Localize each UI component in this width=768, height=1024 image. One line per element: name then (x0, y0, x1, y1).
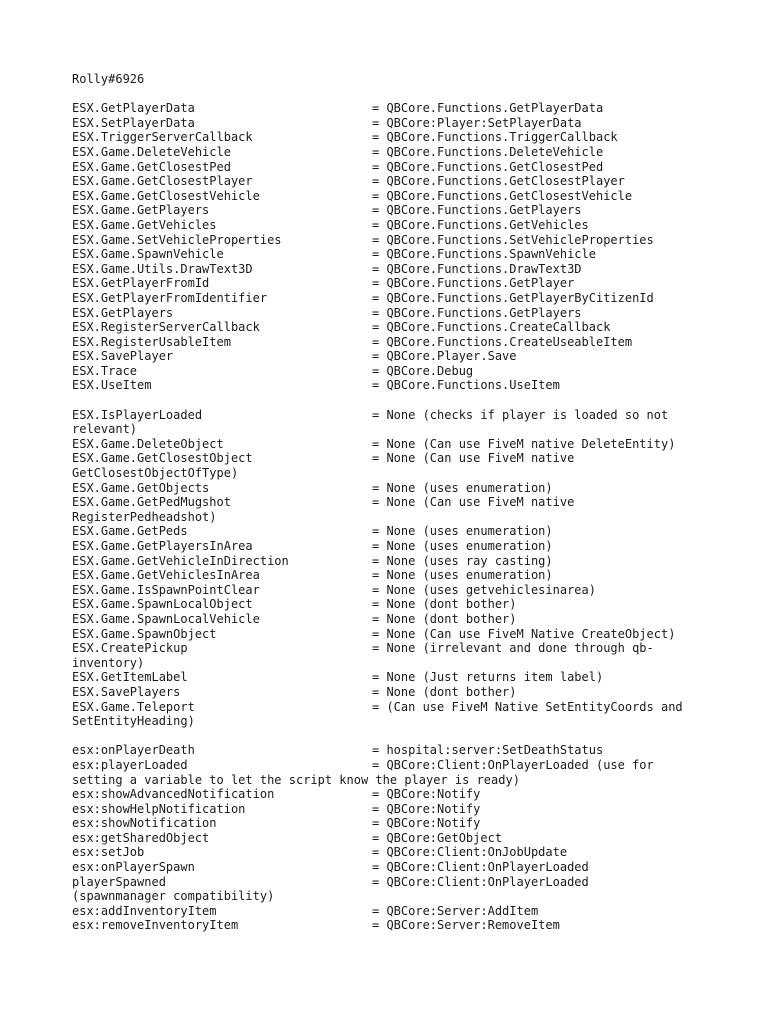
mapping-row (72, 218, 712, 233)
mapping-row (72, 583, 712, 598)
mapping-row (72, 802, 712, 817)
esx-function: ESX.Game.GetVehicleInDirection (72, 553, 289, 568)
qbcore-equivalent: = hospital:server:SetDeathStatus (372, 743, 604, 758)
qbcore-equivalent: = QBCore:Client:OnPlayerLoaded (use for (372, 757, 654, 772)
mapping-row (72, 524, 712, 539)
qbcore-equivalent: = QBCore.Functions.GetPlayers (372, 305, 582, 320)
mapping-note-continued: inventory) (72, 655, 145, 670)
mapping-note-continued: RegisterPedheadshot) (72, 509, 217, 524)
qbcore-equivalent: = QBCore:Notify (372, 801, 481, 816)
esx-function: esx:getSharedObject (72, 830, 210, 845)
mapping-row (72, 306, 712, 321)
qbcore-equivalent: = None (dont bother) (372, 684, 517, 699)
esx-function: ESX.Game.SpawnLocalVehicle (72, 611, 260, 626)
mapping-note-continued: (spawnmanager compatibility) (72, 889, 275, 904)
esx-function: esx:setJob (72, 845, 145, 860)
esx-function: ESX.Game.GetVehiclesInArea (72, 568, 260, 583)
qbcore-equivalent: = QBCore:Client:OnJobUpdate (372, 845, 568, 860)
spacer (72, 87, 712, 102)
esx-function: ESX.Game.DeleteObject (72, 436, 224, 451)
esx-function: ESX.GetPlayers (72, 305, 174, 320)
esx-function: esx:showAdvancedNotification (72, 787, 275, 802)
esx-function: ESX.UseItem (72, 378, 152, 393)
qbcore-equivalent: = QBCore:Client:OnPlayerLoaded (372, 874, 589, 889)
qbcore-equivalent: = QBCore.Functions.GetPlayer (372, 276, 575, 291)
mapping-row (72, 189, 712, 204)
qbcore-equivalent: = QBCore:Notify (372, 787, 481, 802)
mapping-row (72, 627, 712, 642)
mapping-row (72, 233, 712, 248)
qbcore-equivalent: = QBCore.Functions.GetPlayers (372, 203, 582, 218)
mapping-row (72, 408, 712, 423)
mapping-row (72, 349, 712, 364)
mapping-row (72, 495, 712, 510)
section-no-equivalent (72, 408, 712, 729)
mapping-row (72, 816, 712, 831)
qbcore-equivalent: = None (Can use FiveM native DeleteEntity) (372, 436, 676, 451)
esx-function: ESX.Game.SpawnLocalObject (72, 597, 253, 612)
esx-function: ESX.SavePlayer (72, 349, 174, 364)
esx-function: ESX.RegisterServerCallback (72, 320, 260, 335)
mapping-row (72, 831, 712, 846)
esx-function: ESX.Trace (72, 363, 138, 378)
esx-function: ESX.SavePlayers (72, 684, 181, 699)
mapping-row (72, 451, 712, 466)
qbcore-equivalent: = None (uses getvehiclesinarea) (372, 582, 596, 597)
esx-function: ESX.Game.GetObjects (72, 480, 210, 495)
qbcore-equivalent: = None (dont bother) (372, 611, 517, 626)
mapping-row (72, 364, 712, 379)
esx-function: ESX.TriggerServerCallback (72, 130, 253, 145)
mapping-row (72, 291, 712, 306)
esx-function: esx:showNotification (72, 816, 217, 831)
qbcore-equivalent: = QBCore.Functions.GetClosestPed (372, 159, 604, 174)
qbcore-equivalent: = QBCore:GetObject (372, 830, 503, 845)
mapping-row (72, 904, 712, 919)
mapping-row (72, 116, 712, 131)
qbcore-equivalent: = QBCore.Functions.TriggerCallback (372, 130, 618, 145)
qbcore-equivalent: = QBCore.Functions.GetClosestVehicle (372, 188, 633, 203)
section-direct-mappings (72, 101, 712, 393)
qbcore-equivalent: = QBCore.Functions.GetVehicles (372, 217, 589, 232)
esx-function: ESX.Game.Utils.DrawText3D (72, 261, 253, 276)
qbcore-equivalent: = None (uses enumeration) (372, 480, 553, 495)
esx-function: ESX.CreatePickup (72, 641, 188, 656)
esx-function: esx:showHelpNotification (72, 801, 246, 816)
qbcore-equivalent: = QBCore.Functions.SpawnVehicle (372, 247, 596, 262)
esx-function: ESX.Game.DeleteVehicle (72, 144, 231, 159)
mapping-note-continued: relevant) (72, 422, 138, 437)
mapping-row (72, 743, 712, 758)
qbcore-equivalent: = QBCore.Functions.GetPlayerByCitizenId (372, 290, 654, 305)
esx-function: ESX.Game.IsSpawnPointClear (72, 582, 260, 597)
mapping-row (72, 918, 712, 933)
qbcore-equivalent: = QBCore.Functions.GetClosestPlayer (372, 174, 625, 189)
mapping-row (72, 203, 712, 218)
esx-function: ESX.GetPlayerData (72, 101, 195, 116)
qbcore-equivalent: = QBCore:Player:SetPlayerData (372, 115, 582, 130)
mapping-row (72, 845, 712, 860)
mapping-note-continued: GetClosestObjectOfType) (72, 466, 239, 481)
esx-function: ESX.Game.GetClosestVehicle (72, 188, 260, 203)
esx-function: ESX.RegisterUsableItem (72, 334, 231, 349)
esx-function: esx:onPlayerSpawn (72, 860, 195, 875)
esx-function: ESX.GetPlayerFromIdentifier (72, 290, 268, 305)
qbcore-equivalent: = QBCore.Debug (372, 363, 474, 378)
mapping-row (72, 787, 712, 802)
mapping-note-continued: setting a variable to let the script know the player is ready) (72, 772, 520, 787)
qbcore-equivalent: = QBCore:Client:OnPlayerLoaded (372, 860, 589, 875)
qbcore-equivalent: = None (Can use FiveM native (372, 451, 575, 466)
qbcore-equivalent: = QBCore.Functions.DeleteVehicle (372, 144, 604, 159)
esx-function: ESX.IsPlayerLoaded (72, 407, 203, 422)
qbcore-equivalent: = None (Just returns item label) (372, 670, 604, 685)
esx-function: ESX.Game.GetClosestPlayer (72, 174, 253, 189)
mapping-row (72, 247, 712, 262)
esx-function: esx:removeInventoryItem (72, 918, 239, 933)
qbcore-equivalent: = QBCore:Notify (372, 816, 481, 831)
qbcore-equivalent: = None (uses enumeration) (372, 568, 553, 583)
mapping-row (72, 860, 712, 875)
qbcore-equivalent: = None (Can use FiveM Native CreateObject) (372, 626, 676, 641)
section-events (72, 743, 712, 933)
qbcore-equivalent: = None (uses ray casting) (372, 553, 553, 568)
mapping-row (72, 437, 712, 452)
esx-function: ESX.Game.GetPeds (72, 524, 188, 539)
qbcore-equivalent: = QBCore:Server:AddItem (372, 903, 539, 918)
esx-function: playerSpawned (72, 874, 166, 889)
document-page (72, 72, 712, 933)
esx-function: ESX.Game.GetClosestObject (72, 451, 253, 466)
qbcore-equivalent: = QBCore.Functions.UseItem (372, 378, 560, 393)
mapping-row (72, 174, 712, 189)
esx-function: ESX.Game.GetVehicles (72, 217, 217, 232)
esx-function: ESX.Game.GetClosestPed (72, 159, 231, 174)
qbcore-equivalent: = None (Can use FiveM native (372, 495, 575, 510)
esx-function: esx:playerLoaded (72, 757, 188, 772)
mapping-row (72, 101, 712, 116)
mapping-note-continued: SetEntityHeading) (72, 714, 195, 729)
qbcore-equivalent: = QBCore.Functions.CreateCallback (372, 320, 611, 335)
esx-function: ESX.Game.GetPedMugshot (72, 495, 231, 510)
mapping-row (72, 539, 712, 554)
mapping-row (72, 262, 712, 277)
mapping-row (72, 700, 712, 715)
mapping-row (72, 641, 712, 656)
qbcore-equivalent: = None (checks if player is loaded so not (372, 407, 669, 422)
author-tag: Rolly#6926 (72, 72, 145, 86)
mapping-row (72, 160, 712, 175)
esx-function: ESX.Game.SpawnVehicle (72, 247, 224, 262)
mapping-row (72, 335, 712, 350)
mapping-row (72, 597, 712, 612)
esx-function: esx:onPlayerDeath (72, 743, 195, 758)
mapping-row (72, 670, 712, 685)
mapping-row (72, 612, 712, 627)
qbcore-equivalent: = None (uses enumeration) (372, 524, 553, 539)
mapping-row (72, 875, 712, 890)
qbcore-equivalent: = QBCore.Functions.GetPlayerData (372, 101, 604, 116)
mapping-row (72, 320, 712, 335)
qbcore-equivalent: = None (dont bother) (372, 597, 517, 612)
esx-function: ESX.Game.GetPlayersInArea (72, 539, 253, 553)
esx-function: ESX.Game.SetVehicleProperties (72, 232, 282, 247)
mapping-row (72, 145, 712, 160)
qbcore-equivalent: = None (uses enumeration) (372, 539, 553, 553)
mapping-row (72, 758, 712, 773)
esx-function: ESX.GetItemLabel (72, 670, 188, 685)
qbcore-equivalent: = (Can use FiveM Native SetEntityCoords and (372, 699, 683, 714)
qbcore-equivalent: = None (irrelevant and done through qb- (372, 641, 654, 656)
esx-function: ESX.SetPlayerData (72, 115, 195, 130)
mapping-row (72, 481, 712, 496)
esx-function: esx:addInventoryItem (72, 903, 217, 918)
mapping-row (72, 554, 712, 569)
mapping-row (72, 276, 712, 291)
qbcore-equivalent: = QBCore.Functions.SetVehicleProperties (372, 232, 654, 247)
esx-function: ESX.Game.Teleport (72, 699, 195, 714)
qbcore-equivalent: = QBCore.Functions.DrawText3D (372, 261, 582, 276)
mapping-row (72, 378, 712, 393)
spacer (72, 393, 712, 408)
qbcore-equivalent: = QBCore:Server:RemoveItem (372, 918, 560, 933)
mapping-row (72, 568, 712, 583)
mapping-row (72, 130, 712, 145)
qbcore-equivalent: = QBCore.Player.Save (372, 349, 517, 364)
esx-function: ESX.Game.SpawnObject (72, 626, 217, 641)
mapping-row (72, 685, 712, 700)
spacer (72, 729, 712, 744)
qbcore-equivalent: = QBCore.Functions.CreateUseableItem (372, 334, 633, 349)
esx-function: ESX.GetPlayerFromId (72, 276, 210, 291)
esx-function: ESX.Game.GetPlayers (72, 203, 210, 218)
